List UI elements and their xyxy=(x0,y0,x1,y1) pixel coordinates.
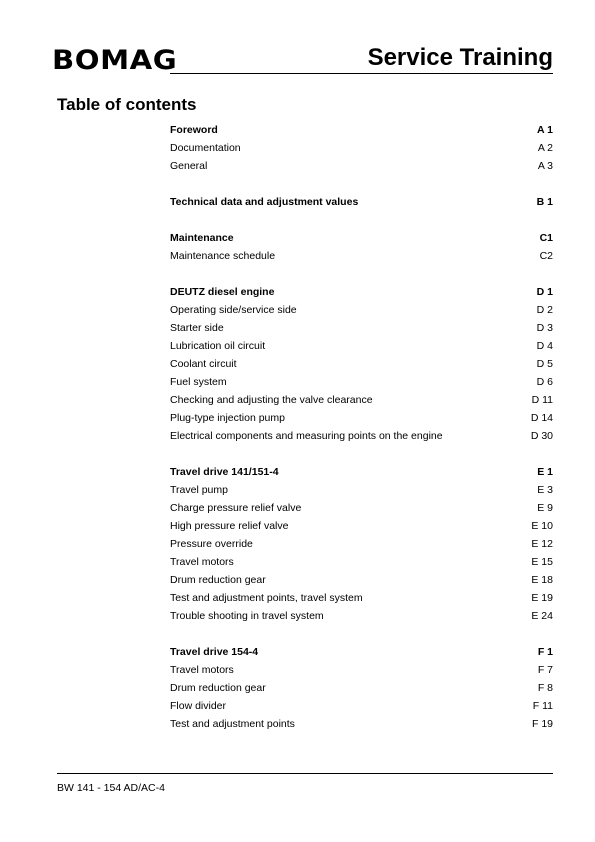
toc-entry-page: F 1 xyxy=(537,646,553,658)
toc-entry-label: Coolant circuit xyxy=(170,358,237,370)
toc-entry-page: E 3 xyxy=(537,484,553,496)
toc-entry-page: A 3 xyxy=(537,160,553,172)
footer-model-label: BW 141 - 154 AD/AC-4 xyxy=(57,782,165,794)
toc-entry-page: F 7 xyxy=(537,664,553,676)
toc-entry-page: D 6 xyxy=(536,376,553,388)
toc-entry-page: E 19 xyxy=(531,592,553,604)
toc-entry-page: D 14 xyxy=(530,412,553,424)
toc-entry[interactable] xyxy=(170,157,553,175)
footer-divider xyxy=(57,773,553,774)
toc-entry[interactable] xyxy=(170,247,553,265)
toc-section-heading[interactable] xyxy=(170,283,553,301)
toc-entry-label: Maintenance schedule xyxy=(170,250,276,262)
toc-entry-page: D 11 xyxy=(531,394,553,406)
toc-entry-page: D 30 xyxy=(530,430,553,442)
toc-entry-page: F 11 xyxy=(532,700,553,712)
toc-entry-page: C2 xyxy=(539,250,553,262)
toc-entry[interactable] xyxy=(170,373,553,391)
toc-entry[interactable] xyxy=(170,427,553,445)
toc-section-heading[interactable] xyxy=(170,193,553,211)
toc-entry-label: Flow divider xyxy=(170,700,227,712)
toc-section-heading[interactable] xyxy=(170,121,553,139)
toc-entry-page: D 5 xyxy=(536,358,553,370)
toc-entry-label: Test and adjustment points, travel system xyxy=(170,592,363,604)
toc-entry-label: Drum reduction gear xyxy=(170,682,266,694)
toc-entry-label: Travel motors xyxy=(170,664,234,676)
toc-entry-label: Travel drive 154-4 xyxy=(170,646,259,658)
toc-entry-page: D 3 xyxy=(536,322,553,334)
toc-entry[interactable] xyxy=(170,589,553,607)
toc-entry-page: C1 xyxy=(539,232,553,244)
toc-entry-page: E 18 xyxy=(531,574,553,586)
toc-entry[interactable] xyxy=(170,517,553,535)
toc-entry-label: Checking and adjusting the valve clearance xyxy=(170,394,373,406)
toc-section-heading[interactable] xyxy=(170,463,553,481)
toc-entry-page: E 9 xyxy=(537,502,553,514)
toc-entry[interactable] xyxy=(170,607,553,625)
toc-entry-label: Travel motors xyxy=(170,556,234,568)
toc-entry-label: Maintenance xyxy=(170,232,234,244)
toc-entry[interactable] xyxy=(170,409,553,427)
toc-entry-label: General xyxy=(170,160,208,172)
toc-entry[interactable] xyxy=(170,391,553,409)
toc-entry[interactable] xyxy=(170,697,553,715)
toc-section-heading[interactable] xyxy=(170,643,553,661)
toc-entry-label: Trouble shooting in travel system xyxy=(170,610,324,622)
table-of-contents xyxy=(170,121,553,733)
toc-entry-label: Starter side xyxy=(170,322,224,334)
toc-entry-page: D 1 xyxy=(536,286,553,298)
toc-entry-label: Foreword xyxy=(170,124,218,136)
toc-entry-page: B 1 xyxy=(536,196,553,208)
toc-title: Table of contents xyxy=(57,95,197,114)
toc-entry[interactable] xyxy=(170,499,553,517)
toc-entry-label: Operating side/service side xyxy=(170,304,297,316)
toc-entry[interactable] xyxy=(170,535,553,553)
toc-entry-label: Drum reduction gear xyxy=(170,574,266,586)
toc-entry[interactable] xyxy=(170,301,553,319)
toc-entry-label: Electrical components and measuring points on the engine xyxy=(170,430,443,442)
toc-entry-page: A 2 xyxy=(537,142,553,154)
toc-entry[interactable] xyxy=(170,481,553,499)
toc-entry-page: E 1 xyxy=(537,466,553,478)
toc-entry-label: Test and adjustment points xyxy=(170,718,295,730)
toc-entry-label: DEUTZ diesel engine xyxy=(170,286,275,298)
toc-entry[interactable] xyxy=(170,355,553,373)
toc-entry-page: A 1 xyxy=(537,124,553,136)
toc-entry-label: Documentation xyxy=(170,142,241,154)
toc-entry-page: E 24 xyxy=(531,610,553,622)
toc-entry-label: Travel pump xyxy=(170,484,228,496)
header-divider xyxy=(170,73,553,74)
toc-entry-page: F 19 xyxy=(531,718,553,730)
toc-entry-label: Travel drive 141/151-4 xyxy=(170,466,279,478)
bomag-logo: BOMAG xyxy=(52,45,178,76)
toc-entry[interactable] xyxy=(170,571,553,589)
toc-entry[interactable] xyxy=(170,661,553,679)
toc-entry-page: D 4 xyxy=(536,340,553,352)
toc-entry-label: Technical data and adjustment values xyxy=(170,196,359,208)
toc-entry[interactable] xyxy=(170,553,553,571)
toc-entry-label: Plug-type injection pump xyxy=(170,412,285,424)
toc-entry-label: High pressure relief valve xyxy=(170,520,289,532)
toc-entry-label: Pressure override xyxy=(170,538,253,550)
toc-entry-label: Fuel system xyxy=(170,376,227,388)
toc-entry[interactable] xyxy=(170,337,553,355)
toc-entry-page: E 15 xyxy=(531,556,553,568)
toc-section-heading[interactable] xyxy=(170,229,553,247)
toc-entry-label: Lubrication oil circuit xyxy=(170,340,266,352)
toc-entry-page: E 10 xyxy=(531,520,553,532)
toc-entry-page: E 12 xyxy=(531,538,553,550)
toc-entry-page: D 2 xyxy=(536,304,553,316)
toc-entry[interactable] xyxy=(170,679,553,697)
toc-entry-label: Charge pressure relief valve xyxy=(170,502,302,514)
toc-entry[interactable] xyxy=(170,319,553,337)
page-header-title: Service Training xyxy=(367,44,553,71)
toc-entry-page: F 8 xyxy=(537,682,553,694)
toc-entry[interactable] xyxy=(170,715,553,733)
toc-entry[interactable] xyxy=(170,139,553,157)
